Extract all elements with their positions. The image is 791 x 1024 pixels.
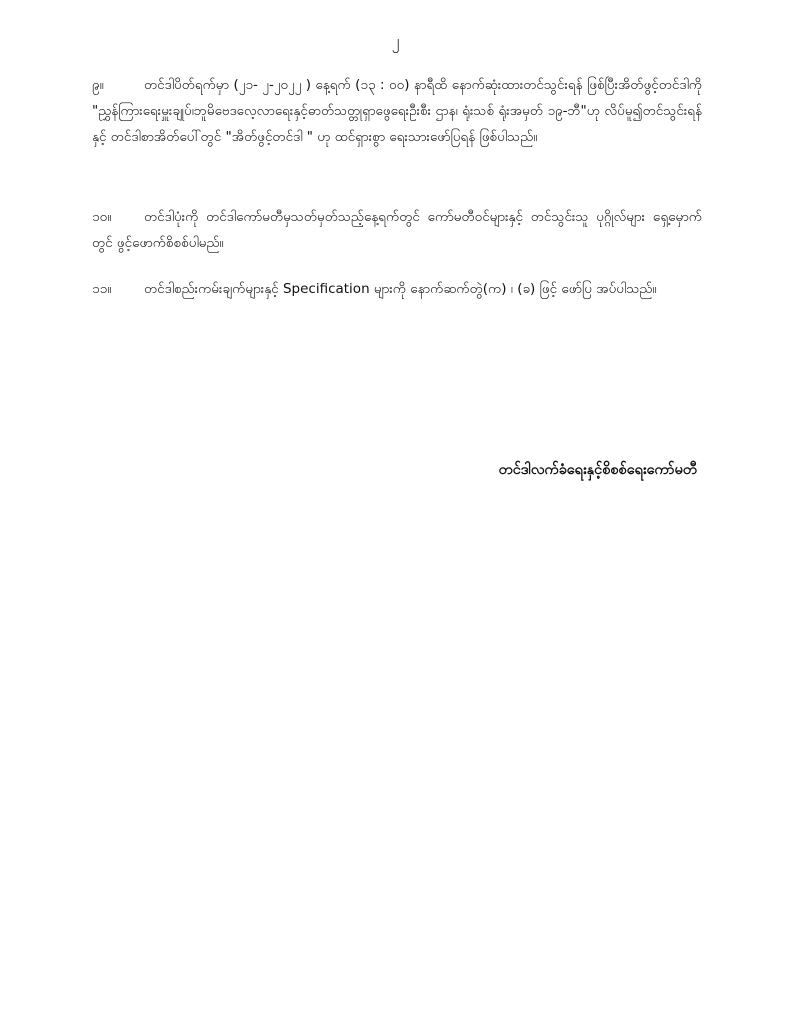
paragraph-text: တင်ဒါပိတ်ရက်မှာ (၂၁- ၂-၂၀၂၂ ) နေ့ရက် (၁၃ : ၀၀) နာရီထိ နောက်ဆုံးထားတင်သွင်းရန် ဖြစ်ပြီးအိတ်ဖွင့်တင်ဒါကို "ညွှန်ကြားရေးမှူးချုပ်၊ဘူမိဗေဒလေ့လာရေးနှင့်ဓာတ်သတ္တုရှာဖွေရေးဦးစီး ဌာန၊ ရုံးသစ် ရုံးအမှတ် ၁၉-ဘီ"ဟု လိပ်မူ၍တင်သွင်းရန် နှင့် တင်ဒါစာအိတ်ပေါ်တွင် "အိတ်ဖွင့်တင်ဒါ " ဟု ထင်ရှားစွာ ရေးသားဖော်ပြရန် ဖြစ်ပါသည်။ (92, 77, 702, 145)
paragraph-9 (92, 72, 702, 150)
paragraph-number: ၉။ (92, 77, 104, 93)
paragraph-11 (92, 276, 702, 302)
page-number: ၂ (391, 31, 400, 50)
paragraph-10 (92, 204, 702, 256)
paragraph-number: ၁၀။ (92, 209, 112, 225)
paragraph-text: တင်ဒါစည်းကမ်းချက်များနှင့် Specification များကို နောက်ဆက်တွဲ(က) ၊ (ခ) ဖြင့် ဖော်ပြ အပ်ပါသည်။ (144, 281, 657, 297)
committee-signature: တင်ဒါလက်ခံရေးနှင့်စိစစ်ရေးကော်မတီ (498, 462, 697, 478)
paragraph-number: ၁၁။ (92, 281, 112, 297)
paragraph-text: တင်ဒါပုံးကို တင်ဒါကော်မတီမှသတ်မှတ်သည့်နေ့ရက်တွင် ကော်မတီဝင်များနှင့် တင်သွင်းသူ ပုဂ္ဂိုလ်များ ရှေ့မှောက်တွင် ဖွင့်ဖောက်စိစစ်ပါမည်။ (92, 209, 702, 251)
